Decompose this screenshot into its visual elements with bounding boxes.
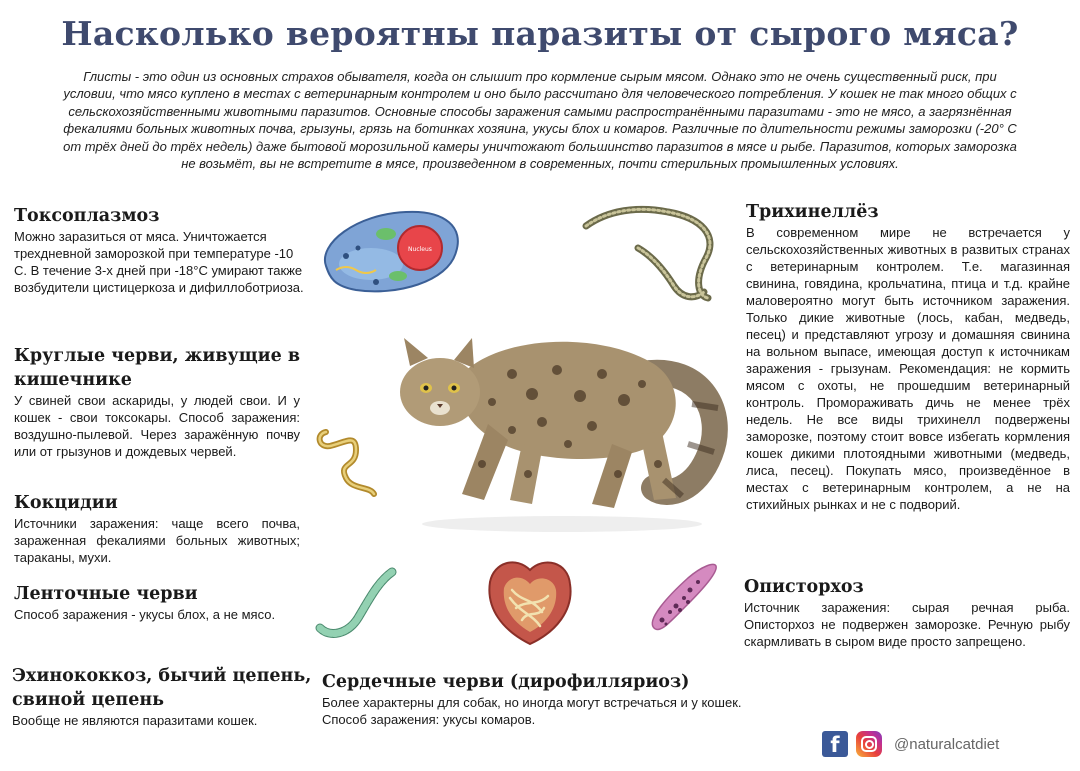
opisthorchis-fluke-illustration <box>640 558 720 638</box>
section-text: Способ заражения - укусы блох, а не мясо. <box>14 607 276 622</box>
section-heading: Сердечные черви (дирофилляриоз) <box>322 672 690 692</box>
section-heading: Эхинококкоз, бычий цепень, свиной цепень <box>12 666 312 710</box>
toxoplasma-cell-illustration <box>316 204 466 300</box>
section-heading: Трихинеллёз <box>746 202 879 222</box>
social-handle[interactable]: @naturalcatdiet <box>894 735 1000 753</box>
facebook-icon[interactable]: f <box>822 731 848 757</box>
cat-illustration <box>392 304 732 534</box>
section-text: Источники заражения: чаще всего почва, зараженная фекалиями больных животных; тараканы, мухи. <box>14 516 300 565</box>
nucleus-label: Nucleus <box>408 246 432 253</box>
heart-worms-illustration <box>482 552 578 652</box>
section-text: Более характерны для собак, но иногда могут встречаться и у кошек. Способ заражения: укусы комаров. <box>322 695 742 727</box>
section-heading: Описторхоз <box>744 577 864 597</box>
tapeworm-illustration <box>314 566 398 642</box>
section-heading: Ленточные черви <box>14 584 198 604</box>
section-toxoplasmosis <box>14 204 304 296</box>
section-opisthorchiasis <box>744 575 1070 650</box>
section-trichinella <box>746 200 1070 513</box>
section-roundworms <box>14 344 300 460</box>
intro-paragraph: Глисты - это один из основных страхов обывателя, когда он слышит про кормление сырым мясом. Однако это не очень существенный риск, при условии, что мясо куплено в местах с ветеринарным контролем и оно было рассчитано для человеческого потребления. У кошек не так много общих с сельскохозяйственными животными паразитов. Основные способы заражения самыми распространёнными паразитами - это не мясо, а загрязнённая фекалиями больных животных почва, грызуны, грязь на ботинках хозяина, укусы блох и комаров. Различные по длительности режимы заморозки (-20° С от трёх дней до трёх недель) даже бытовой морозильной камеры уничтожают большинство паразитов в мясе и рыбе. Паразитов, которых заморозка не возьмёт, вы не встретите в мясе, произведенном в современных, почти стерильных промышленных условиях. <box>63 69 1017 172</box>
section-text: Вообще не являются паразитами кошек. <box>12 713 258 728</box>
section-heading: Круглые черви, живущие в кишечнике <box>14 346 301 390</box>
page-title: Насколько вероятны паразиты от сырого мяса? <box>61 14 1019 53</box>
instagram-icon[interactable] <box>856 731 882 757</box>
section-heartworms <box>322 670 742 728</box>
section-echinococcus <box>12 664 312 729</box>
section-text: В современном мире не встречается у сельскохозяйственных животных в развитых странах с ветеринарным контролем. Т.е. магазинная свинина, говядина, крольчатина, птица и т.д. крайне маловероятно могут быть источником заражения. Только дикие животные (лось, кабан, медведь, песец) и представляют угрозу и домашняя свинина на вольном выпасе, имеющая доступ к источникам заражения - грызунам. Рекомендация: не кормить мясом с охоты, не прошедшим ветеринарный контроль. Промораживать дичь не менее трёх недель. Не все виды трихинелл подвержены заморозке, поэтому стоит вовсе избегать кормления кошек дикими плотоядными животными (медведь, лиса, песец). Покупать мясо, произведённое в местах с ветеринарным контролем, а не на стихийных рынках и не с подворий. <box>746 225 1070 512</box>
trichinella-worm-illustration <box>578 200 726 304</box>
section-text: Можно заразиться от мяса. Уничтожается трехдневной заморозкой при температуре -10 С. В течение 3-х дней при -18°С умирают также возбудители цистицеркоза и дифиллоботриоза. <box>14 229 304 295</box>
section-coccidia <box>14 491 300 566</box>
social-footer <box>822 729 999 759</box>
section-heading: Кокцидии <box>14 493 118 513</box>
section-text: У свиней свои аскариды, у людей свои. И у кошек - свои токсокары. Способ заражения: воздушно-пылевой. Через заражённую почву или от грызунов и дождевых червей. <box>14 393 300 459</box>
section-heading: Токсоплазмоз <box>14 206 160 226</box>
ascarid-worm-illustration <box>312 424 386 500</box>
section-tapeworms <box>14 582 300 623</box>
section-text: Источник заражения: сырая речная рыба. Описторхоз не подвержен заморозке. Речную рыбу скармливать в сыром виде просто запрещено. <box>744 600 1070 649</box>
